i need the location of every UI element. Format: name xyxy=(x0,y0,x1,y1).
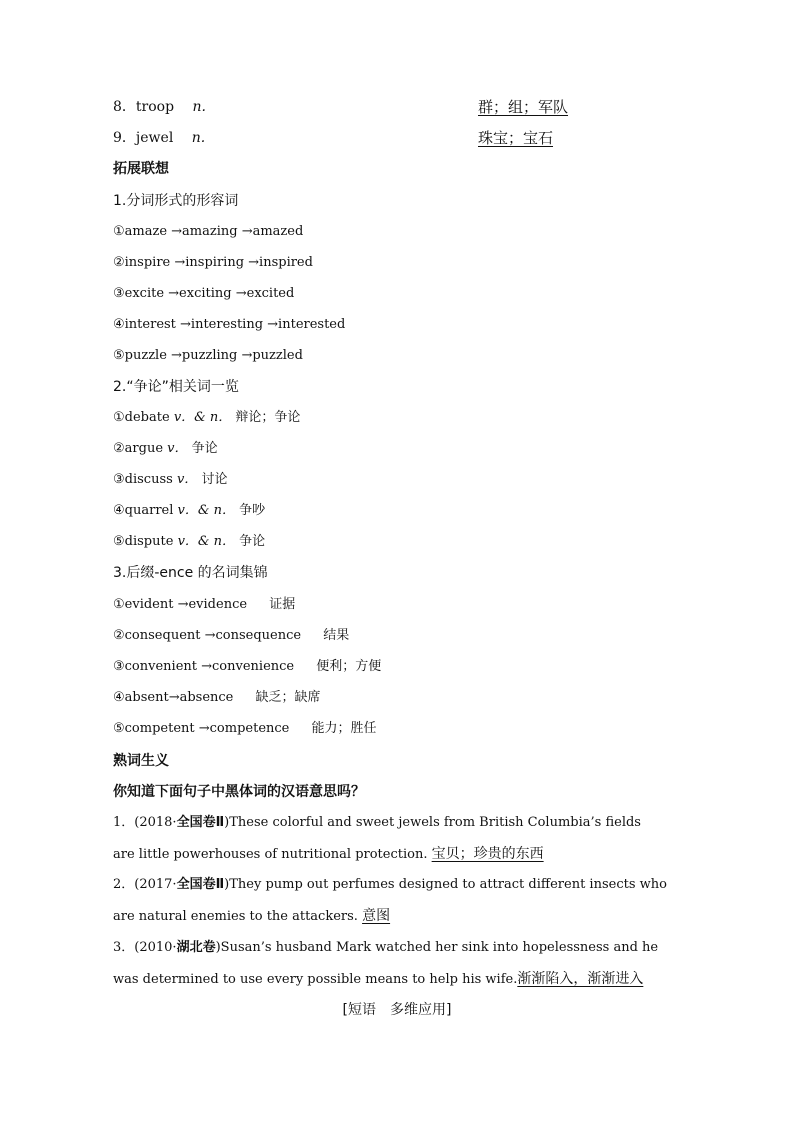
item-meaning: 能力；胜任 xyxy=(311,721,377,736)
list-item: ②inspire →inspiring →inspired xyxy=(113,255,313,270)
vocab-row xyxy=(113,95,684,119)
item-meaning: 争吵 xyxy=(239,503,266,518)
sentence-number: 3． xyxy=(113,940,135,955)
item-meaning: 缺乏；缺席 xyxy=(255,690,321,705)
sentence-text: )These colorful and sweet jewels from British Columbia’s fields xyxy=(224,815,641,830)
sentence-year: (2017· xyxy=(134,877,177,892)
item-pos: v． xyxy=(167,441,188,456)
question-prompt: 你知道下面句子中黑体词的汉语意思吗？ xyxy=(113,784,365,800)
vocab-number: 8． xyxy=(113,99,136,115)
vocab-pos: n. xyxy=(191,130,206,146)
section-footer: [短语 多维应用] xyxy=(342,1002,452,1018)
vocab-meaning: 珠宝；宝石 xyxy=(478,129,554,147)
item-word: ④absent→absence xyxy=(113,690,234,705)
vocab-meaning: 群；组；军队 xyxy=(478,98,569,116)
subsection-heading: 3.后缀-ence 的名词集锦 xyxy=(113,565,268,581)
item-meaning: 结果 xyxy=(323,628,350,643)
sentence-line xyxy=(113,904,684,928)
sentence-source: 全国卷Ⅱ xyxy=(176,815,225,830)
item-word: ⑤competent →competence xyxy=(113,721,290,736)
sentence-year: (2010· xyxy=(134,940,177,955)
list-item: ⑤puzzle →puzzling →puzzled xyxy=(113,348,303,363)
item-word: ②argue xyxy=(113,441,164,456)
sentence-line xyxy=(113,811,684,835)
list-item xyxy=(113,437,684,461)
item-word: ④quarrel xyxy=(113,503,174,518)
sentence-line xyxy=(113,967,684,991)
item-word: ②consequent →consequence xyxy=(113,628,302,643)
vocab-number: 9． xyxy=(113,130,136,146)
item-pos: v． xyxy=(176,472,198,487)
vocab-row xyxy=(113,126,684,150)
sentence-line xyxy=(113,842,684,866)
list-item xyxy=(113,468,684,492)
sentence-text: )They pump out perfumes designed to attract different insects who xyxy=(224,877,667,892)
list-item xyxy=(113,655,684,679)
item-pos: v．& n． xyxy=(173,410,232,425)
subsection-heading: 1.分词形式的形容词 xyxy=(113,193,239,209)
list-item xyxy=(113,499,684,523)
item-word: ①evident →evidence xyxy=(113,597,248,612)
item-word: ③discuss xyxy=(113,472,173,487)
subsection-heading: 2.“争论”相关词一览 xyxy=(113,379,239,395)
list-item xyxy=(113,717,684,741)
item-pos: v．& n． xyxy=(177,503,235,518)
sentence-number: 1． xyxy=(113,815,135,830)
section-heading: 拓展联想 xyxy=(113,161,169,177)
sentence-text: are little powerhouses of nutritional protection. xyxy=(113,847,428,862)
sentence-answer: 宝贝；珍贵的东西 xyxy=(431,846,544,862)
item-meaning: 讨论 xyxy=(201,472,228,487)
sentence-number: 2． xyxy=(113,877,135,892)
item-meaning: 争论 xyxy=(239,534,266,549)
section-heading: 熟词生义 xyxy=(113,753,169,769)
item-meaning: 争论 xyxy=(191,441,218,456)
item-word: ③convenient →convenience xyxy=(113,659,295,674)
list-item xyxy=(113,624,684,648)
list-item xyxy=(113,686,684,710)
item-meaning: 证据 xyxy=(269,597,296,612)
list-item xyxy=(113,406,684,430)
sentence-text: )Susan’s husband Mark watched her sink into hopelessness and he xyxy=(215,940,659,955)
item-word: ⑤dispute xyxy=(113,534,174,549)
vocab-pos: n. xyxy=(192,99,206,115)
list-item: ①amaze →amazing →amazed xyxy=(113,224,304,239)
sentence-source: 湖北卷 xyxy=(176,940,216,955)
sentence-answer: 意图 xyxy=(362,908,391,924)
vocab-word: troop xyxy=(135,99,175,115)
item-meaning: 便利；方便 xyxy=(316,659,382,674)
item-word: ①debate xyxy=(113,410,170,425)
sentence-year: (2018· xyxy=(134,815,177,830)
list-item xyxy=(113,530,684,554)
sentence-source: 全国卷Ⅱ xyxy=(176,877,225,892)
list-item: ④interest →interesting →interested xyxy=(113,317,346,332)
vocab-word: jewel xyxy=(135,130,174,146)
list-item: ③excite →exciting →excited xyxy=(113,286,295,301)
item-pos: v．& n． xyxy=(177,534,235,549)
item-meaning: 辩论；争论 xyxy=(235,410,301,425)
sentence-line xyxy=(113,873,684,897)
sentence-line xyxy=(113,936,684,960)
sentence-text: are natural enemies to the attackers. xyxy=(113,909,358,924)
sentence-text: was determined to use every possible means to help his wife. xyxy=(113,972,518,987)
sentence-answer: 渐渐陷入，渐渐进入 xyxy=(517,971,644,987)
list-item xyxy=(113,593,684,617)
